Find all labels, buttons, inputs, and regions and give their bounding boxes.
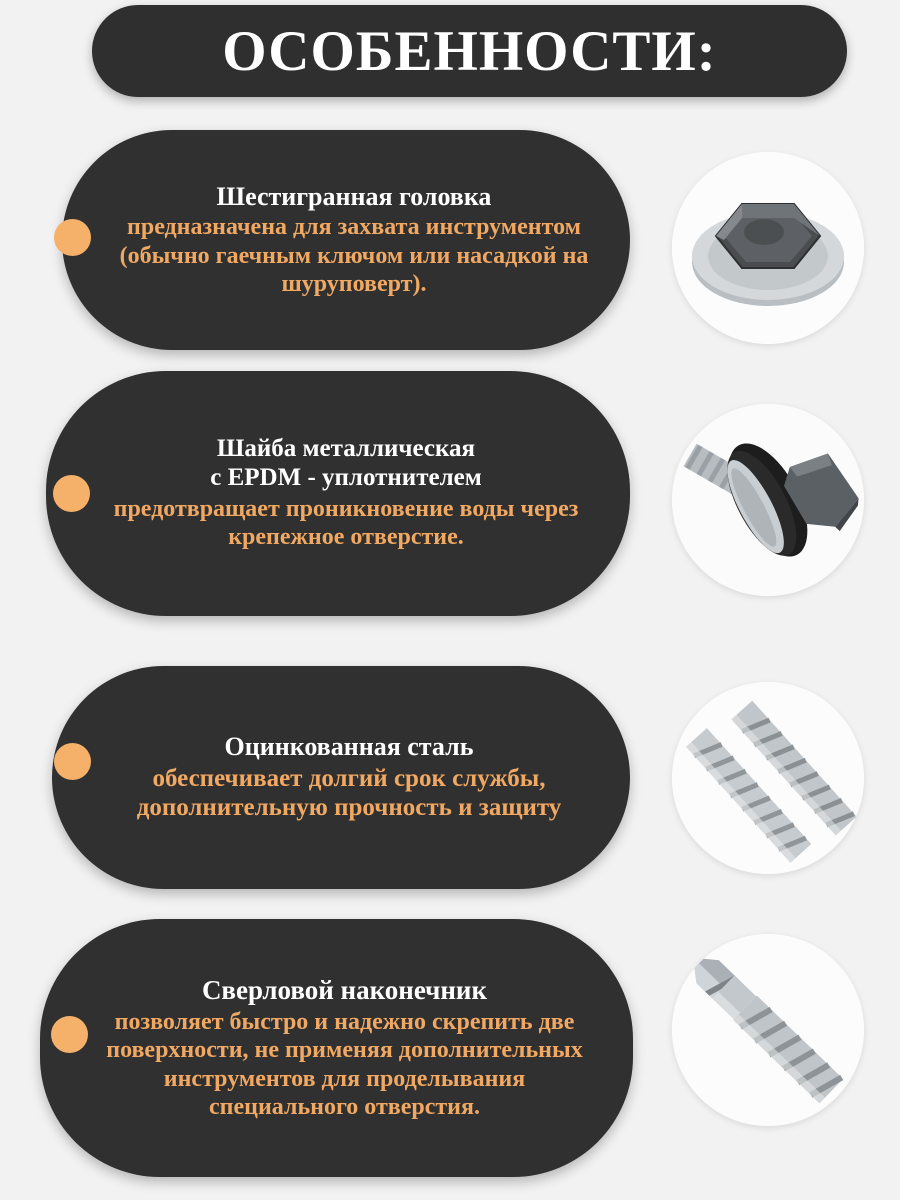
bullet-dot-icon	[51, 1016, 88, 1053]
bullet-dot-icon	[54, 743, 91, 780]
epdm-washer-photo	[672, 404, 864, 596]
feature-heading-line1: Шайба металлическая	[216, 435, 476, 463]
feature-heading: Шестигранная головка	[216, 181, 492, 211]
bullet-dot-icon	[53, 475, 90, 512]
page-title: ОСОБЕННОСТИ:	[222, 19, 717, 83]
feature-body: предназначена для захвата инструментом (обычно гаечным ключом или насадкой на шуруповерт).	[119, 214, 589, 298]
feature-body: обеспечивает долгий срок службы, дополнительную прочность и защиту	[136, 764, 562, 822]
bullet-dot-icon	[54, 219, 91, 256]
feature-body: позволяет быстро и надежно скрепить две поверхности, не применяя дополнительных инструментов для проделывания специального отверстия.	[106, 1008, 583, 1120]
feature-heading-line2: с EPDM - уплотнителем	[210, 464, 482, 492]
feature-text	[40, 975, 633, 1121]
galvanized-thread-photo	[672, 682, 864, 874]
page-title-pill	[92, 5, 847, 97]
feature-pill	[46, 371, 630, 616]
feature-heading: Сверловой наконечник	[201, 974, 488, 1005]
feature-pill	[40, 919, 633, 1177]
feature-text	[52, 732, 630, 823]
feature-heading	[102, 435, 590, 493]
feature-pill	[52, 666, 630, 889]
feature-heading: Оцинкованная сталь	[224, 732, 474, 762]
feature-pill	[62, 130, 630, 350]
feature-body: предотвращает проникновение воды через крепежное отверстие.	[113, 495, 579, 551]
feature-text	[62, 182, 630, 299]
feature-text	[46, 435, 630, 551]
hex-head-screw-photo	[672, 152, 864, 344]
drill-tip-photo	[672, 934, 864, 1126]
